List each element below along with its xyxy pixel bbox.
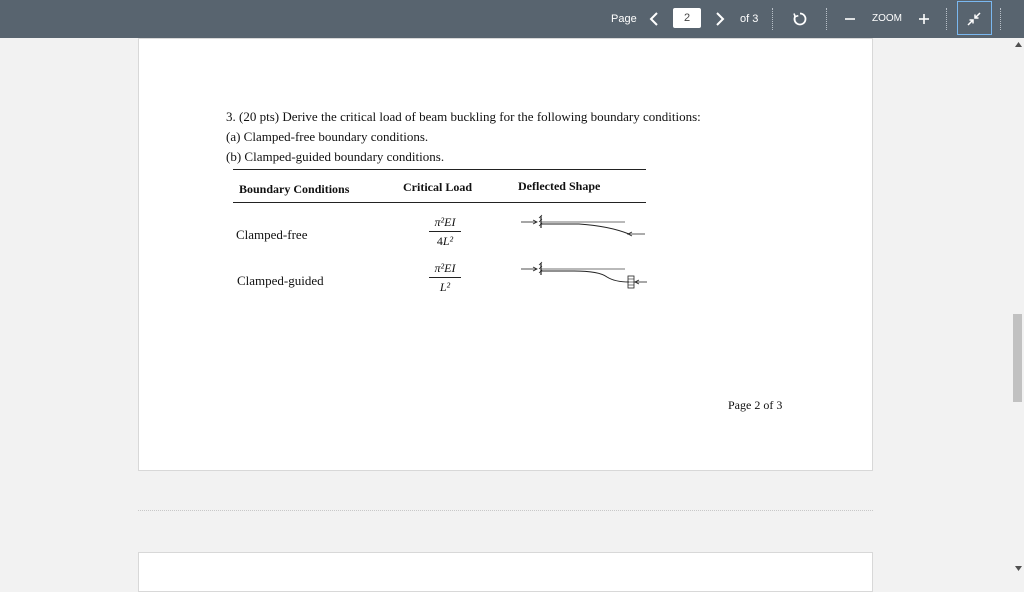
clamped-guided-shape-icon <box>519 261 649 291</box>
page-count: of 3 <box>740 13 759 25</box>
scroll-down-icon[interactable] <box>1015 566 1022 571</box>
part-b-text: (b) Clamped-guided boundary conditions. <box>226 149 445 164</box>
fraction-bar <box>429 231 461 232</box>
load-numerator: π²EI <box>434 215 456 229</box>
table-header-rule <box>233 202 646 203</box>
header-deflected-shape: Deflected Shape <box>518 179 601 193</box>
previous-page-button[interactable] <box>646 0 662 38</box>
denominator-prefix: 4 <box>436 234 443 248</box>
scrollbar-thumb[interactable] <box>1013 314 1022 402</box>
next-pdf-page <box>138 552 873 592</box>
next-page-button[interactable] <box>712 0 728 38</box>
toolbar-divider <box>946 8 947 30</box>
viewer-toolbar <box>0 0 1024 38</box>
zoom-in-icon <box>918 13 930 25</box>
page-break-divider <box>138 510 873 511</box>
denominator-variable: L² <box>442 234 454 248</box>
page-number-input[interactable]: 2 <box>673 8 701 28</box>
toolbar-divider <box>772 8 773 30</box>
clamped-free-shape-icon <box>519 214 649 238</box>
denominator-variable: L² <box>439 280 451 294</box>
row-condition-clamped-free: Clamped-free <box>236 227 308 242</box>
page-footer: Page 2 of 3 <box>728 398 783 412</box>
header-critical-load: Critical Load <box>403 180 472 194</box>
zoom-in-button[interactable] <box>916 0 932 38</box>
toolbar-divider <box>826 8 827 30</box>
header-boundary-conditions: Boundary Conditions <box>239 182 350 196</box>
exit-fullscreen-icon-wrap[interactable] <box>965 0 983 38</box>
load-numerator: π²EI <box>434 261 456 275</box>
critical-load-clamped-free <box>425 215 465 248</box>
load-denominator <box>425 234 465 248</box>
rotate-icon <box>792 11 808 27</box>
page-label: Page <box>611 13 637 25</box>
part-a-text: (a) Clamped-free boundary conditions. <box>226 129 429 144</box>
fraction-bar <box>429 277 461 278</box>
row-condition-clamped-guided: Clamped-guided <box>237 273 324 288</box>
zoom-out-icon <box>844 13 856 25</box>
question-text: 3. (20 pts) Derive the critical load of beam buckling for the following boundary conditions: <box>226 109 701 124</box>
load-denominator <box>425 280 465 294</box>
table-top-rule <box>233 169 646 170</box>
exit-fullscreen-icon <box>967 12 981 26</box>
critical-load-clamped-guided <box>425 261 465 294</box>
toolbar-divider <box>1000 8 1001 30</box>
rotate-button[interactable] <box>790 0 810 38</box>
pdf-page <box>138 38 873 471</box>
vertical-scrollbar[interactable] <box>1012 38 1024 576</box>
chevron-left-icon <box>649 12 659 26</box>
scroll-up-icon[interactable] <box>1015 42 1022 47</box>
zoom-out-button[interactable] <box>842 0 858 38</box>
zoom-label: ZOOM <box>872 13 902 24</box>
chevron-right-icon <box>715 12 725 26</box>
